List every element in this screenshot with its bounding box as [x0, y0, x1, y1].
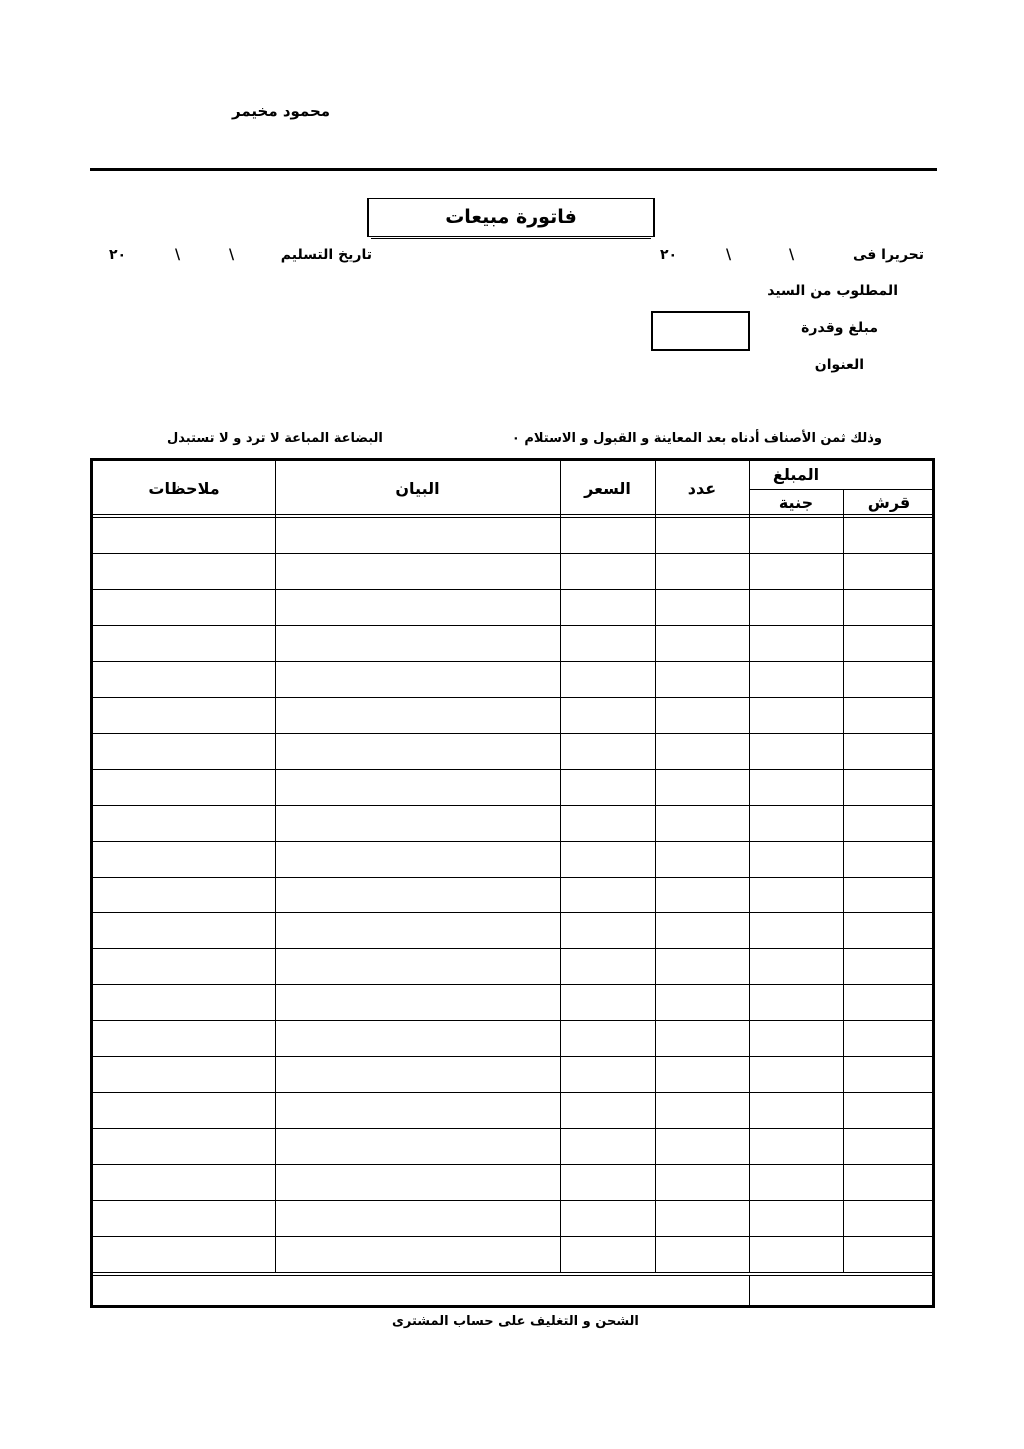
table-row-line: [93, 1236, 932, 1237]
description-header: البيان: [395, 479, 440, 498]
delivery-month-separator: \: [175, 247, 181, 263]
table-row-line: [93, 1056, 932, 1057]
pound-header: جنية: [778, 493, 814, 512]
table-row-line: [93, 1092, 932, 1093]
table-row-line: [93, 877, 932, 878]
shipping-note: الشحن و التغليف على حساب المشترى: [392, 1314, 639, 1329]
table-row-line: [93, 912, 932, 913]
table-row-line: [93, 841, 932, 842]
issued-year-prefix: ٢٠: [660, 247, 678, 263]
address-label: العنوان: [814, 357, 864, 373]
top-rule: [90, 168, 937, 171]
invoice-title: فاتورة مبيعات: [367, 198, 655, 237]
table-row-line: [93, 661, 932, 662]
table-row-line: [93, 553, 932, 554]
table-column-line: [560, 461, 561, 1272]
header-separator-2: [93, 517, 932, 518]
qirsh-header: قرش: [867, 493, 911, 512]
amount-box: [651, 311, 750, 351]
table-row-line: [93, 984, 932, 985]
header-separator: [93, 514, 932, 515]
invoice-table: [90, 458, 935, 1308]
table-column-line: [655, 461, 656, 1272]
total-divider: [749, 1275, 750, 1305]
amount-header: المبلغ: [772, 465, 820, 484]
author-name: محمود مخيمر: [232, 102, 331, 120]
requested-from-label: المطلوب من السيد: [767, 283, 898, 299]
count-header: عدد: [687, 479, 717, 498]
total-separator-2: [93, 1275, 932, 1276]
delivery-date-label: تاريخ التسليم: [280, 247, 372, 263]
amount-subheader-line: [749, 489, 935, 490]
table-column-line: [843, 489, 844, 1272]
table-row-line: [93, 1128, 932, 1129]
table-row-line: [93, 1020, 932, 1021]
delivery-year-prefix: ٢٠: [109, 247, 127, 263]
issued-day-separator: \: [789, 247, 795, 263]
table-column-line: [749, 461, 750, 1272]
table-row-line: [93, 589, 932, 590]
table-row-line: [93, 1164, 932, 1165]
table-row-line: [93, 1200, 932, 1201]
delivery-day-separator: \: [229, 247, 235, 263]
total-separator: [93, 1272, 932, 1273]
price-header: السعر: [584, 479, 631, 498]
table-row-line: [93, 805, 932, 806]
table-column-line: [275, 461, 276, 1272]
title-underline: [371, 238, 651, 239]
remarks-header: ملاحظات: [148, 479, 220, 498]
table-row-line: [93, 948, 932, 949]
amount-label: مبلغ وقدرة: [801, 320, 878, 336]
table-row-line: [93, 625, 932, 626]
table-row-line: [93, 769, 932, 770]
table-row-line: [93, 697, 932, 698]
table-row-line: [93, 733, 932, 734]
issued-month-separator: \: [726, 247, 732, 263]
no-return-note: البضاعة المباعة لا ترد و لا تستبدل: [167, 431, 383, 446]
acceptance-note: وذلك ثمن الأصناف أدناه بعد المعاينة و القبول و الاستلام ٠: [511, 431, 882, 446]
issued-date-label: تحريرا فى: [852, 247, 924, 263]
